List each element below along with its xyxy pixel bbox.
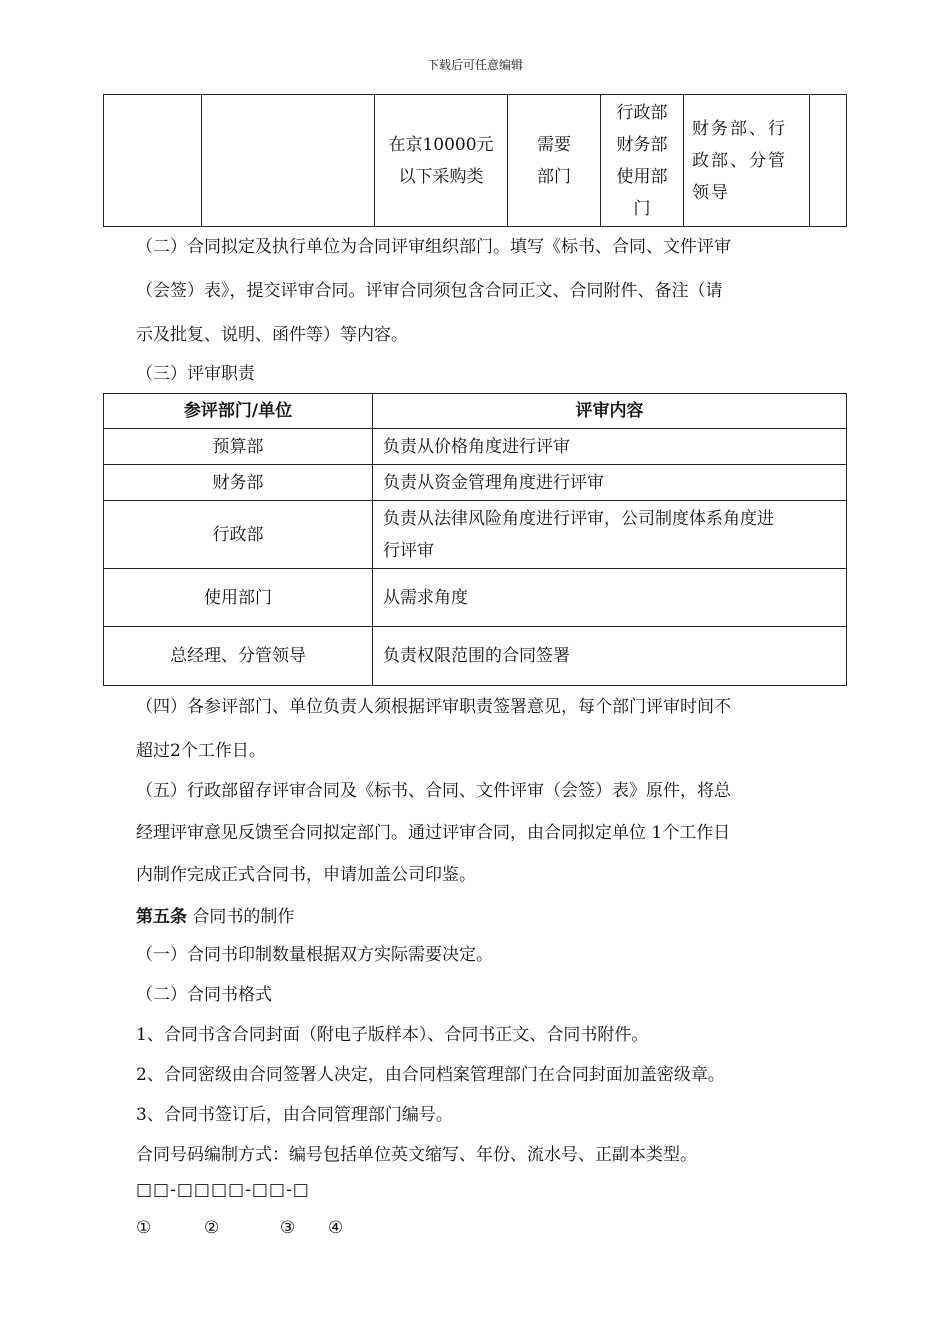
- circled-number: ①: [136, 1218, 152, 1238]
- paragraph-er-line: （会签）表》，提交评审合同。评审合同须包含合同正文、合同附件、备注（请: [136, 281, 723, 301]
- table1-reviewers-line: 门: [633, 198, 651, 219]
- table2-content-line: 行评审: [383, 540, 434, 561]
- table2-dept: 总经理、分管领导: [104, 627, 373, 686]
- table1-reviewers-line: 行政部: [616, 102, 668, 123]
- table2-header-content: 评审内容: [373, 394, 847, 429]
- table1-reviewers-line: 财务部: [616, 134, 668, 155]
- item-line: 3、合同书签订后，由合同管理部门编号。: [136, 1105, 453, 1125]
- circled-number: ②: [204, 1218, 220, 1238]
- table1-cell-category: [375, 95, 508, 227]
- paragraph-er-line: 示及批复、说明、函件等）等内容。: [136, 325, 408, 345]
- table1-cell-empty-2: [202, 95, 375, 227]
- item-line: 1、合同书含合同封面（附电子版样本）、合同书正文、合同书附件。: [136, 1025, 649, 1045]
- procurement-table-continued: [103, 94, 847, 227]
- paragraph-si-line: （四）各参评部门、单位负责人须根据评审职责签署意见，每个部门评审时间不: [136, 697, 731, 717]
- paragraph-er-line: （二）合同拟定及执行单位为合同评审组织部门。填写《标书、合同、文件评审: [136, 237, 731, 257]
- table1-cell-initiator: [508, 95, 601, 227]
- contract-number-pattern: □□-□□□□-□□-□: [136, 1180, 310, 1200]
- table2-content-line: 负责权限范围的合同签署: [383, 646, 570, 666]
- table2-content-line: 负责从资金管理角度进行评审: [383, 472, 604, 493]
- page-header: 下载后可任意编辑: [426, 58, 523, 72]
- article-5-title: 合同书的制作: [192, 907, 295, 927]
- table2-content: [373, 501, 847, 569]
- circled-number: ④: [328, 1218, 344, 1238]
- review-duties-table: [103, 393, 847, 686]
- table1-initiator-line: 需要: [537, 134, 571, 155]
- table2-header-dept: 参评部门/单位: [104, 394, 373, 429]
- table1-approvers-line: 政部、分管: [692, 150, 787, 171]
- table1-category-line: 在京10000元: [388, 134, 494, 155]
- table1-category-line: 以下采购类: [398, 166, 484, 187]
- item-line: 合同号码编制方式：编号包括单位英文缩写、年份、流水号、正副本类型。: [136, 1145, 697, 1165]
- paragraph-wu-line: （五）行政部留存评审合同及《标书、合同、文件评审（会签）表》原件，将总: [136, 781, 731, 801]
- paragraph-wu-line: 经理评审意见反馈至合同拟定部门。通过评审合同，由合同拟定单位 1个工作日: [136, 823, 731, 843]
- table2-dept: 财务部: [104, 465, 373, 501]
- table2-content-line: 负责从价格角度进行评审: [383, 436, 570, 457]
- circled-number: ③: [280, 1218, 296, 1238]
- item-line: （二）合同书格式: [136, 985, 272, 1005]
- section-title-review-duties: （三）评审职责: [136, 364, 255, 384]
- item-line: 2、合同密级由合同签署人决定，由合同档案管理部门在合同封面加盖密级章。: [136, 1065, 725, 1085]
- table1-cell-empty-3: [810, 95, 847, 227]
- table2-content-line: 从需求角度: [383, 587, 468, 608]
- paragraph-si-line: 超过2个工作日。: [136, 741, 266, 761]
- table2-content-line: 负责从法律风险角度进行评审，公司制度体系角度进: [383, 508, 774, 529]
- article-5-label: 第五条: [136, 907, 187, 927]
- table2-content: [373, 465, 847, 501]
- table1-initiator-line: 部门: [537, 166, 571, 187]
- table1-cell-reviewers: [601, 95, 684, 227]
- table1-cell-approvers: [684, 95, 810, 227]
- table2-content: [373, 429, 847, 465]
- table2-dept: 行政部: [104, 501, 373, 569]
- table1-approvers-line: 财务部、行: [692, 118, 787, 139]
- table2-content: [373, 569, 847, 627]
- table2-dept: 使用部门: [104, 569, 373, 627]
- table2-content: [373, 627, 847, 686]
- article-5-heading: [136, 902, 294, 927]
- table1-cell-empty-1: [104, 95, 202, 227]
- table2-dept: 预算部: [104, 429, 373, 465]
- paragraph-wu-line: 内制作完成正式合同书，申请加盖公司印鉴。: [136, 865, 476, 885]
- table1-approvers-line: 领导: [692, 182, 730, 203]
- item-line: （一）合同书印制数量根据双方实际需要决定。: [136, 945, 493, 965]
- table1-reviewers-line: 使用部: [616, 166, 668, 187]
